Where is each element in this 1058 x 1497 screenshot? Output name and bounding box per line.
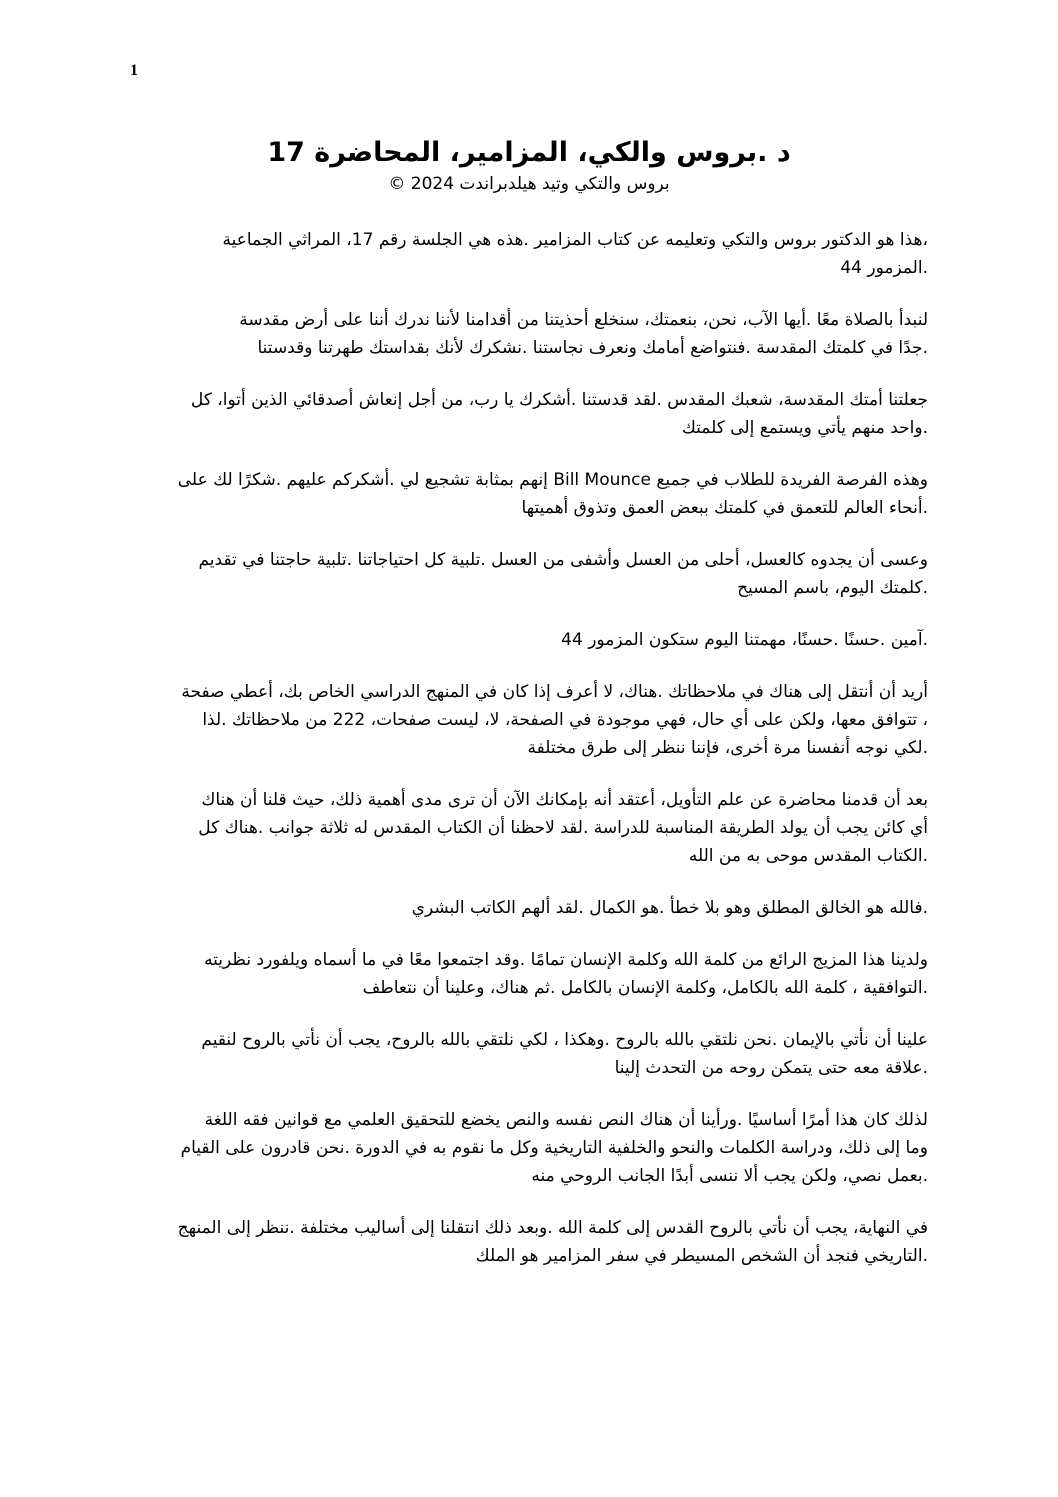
paragraph (130, 386, 928, 442)
paragraph-line: بعد أن قدمنا محاضرة عن علم التأويل، أعتقد أنه بإمكانك الآن أن ترى مدى أهمية ذلك، حيث قلنا أن هناك (201, 790, 928, 810)
paragraph-line: .علاقة معه حتى يتمكن روحه من التحدث إلينا (614, 1058, 928, 1078)
paragraph-line: .أنحاء العالم للتعمق في كلمتك ببعض العمق وتذوق أهميتها (521, 498, 928, 518)
paragraph (130, 306, 928, 362)
paragraph-line: .كلمتك اليوم، باسم المسيح (737, 578, 928, 598)
paragraph-line: لذلك كان هذا أمرًا أساسيًا .ورأينا أن هناك النص نفسه والنص يخضع للتحقيق العلمي مع قوانين فقه اللغة (204, 1110, 928, 1130)
paragraph (130, 1106, 928, 1190)
paragraph-line: .التاريخي فنجد أن الشخص المسيطر في سفر المزامير هو الملك (475, 1246, 928, 1266)
document-header (130, 135, 928, 197)
paragraph (130, 894, 928, 922)
paragraph-line: .الكتاب المقدس موحى به من الله (688, 846, 928, 866)
paragraph-line: وعسى أن يجدوه كالعسل، أحلى من العسل وأشفى من العسل .تلبية كل احتياجاتنا .تلبية حاجتنا في تقديم (198, 550, 928, 570)
document-body (130, 226, 928, 1294)
paragraph-line: لنبدأ بالصلاة معًا .أيها الآب، نحن، بنعمتك، سنخلع أحذيتنا من أقدامنا لأننا ندرك أننا على أرض مقدسة (239, 310, 928, 330)
paragraph-line: .واحد منهم يأتي ويستمع إلى كلمتك (681, 418, 928, 438)
page-title: د .بروس والكي، المزامير، المحاضرة 17 (267, 137, 791, 168)
paragraph-line: وما إلى ذلك، ودراسة الكلمات والنحو والخلفية التاريخية وكل ما نقوم به في الدورة .نحن قادرون على القيام (180, 1138, 928, 1158)
paragraph (130, 226, 928, 282)
page-number: 1 (130, 62, 138, 79)
paragraph (130, 546, 928, 602)
paragraph-line: أي كائن يجب أن يولد الطريقة المناسبة للدراسة .لقد لاحظنا أن الكتاب المقدس له ثلاثة جوانب .هناك كل (198, 818, 928, 838)
paragraph-line: جعلتنا أمتك المقدسة، شعبك المقدس .لقد قدستنا .أشكرك يا رب، من أجل إنعاش أصدقائي الذين أتوا، كل (190, 390, 928, 410)
paragraph (130, 946, 928, 1002)
paragraph-line: في النهاية، يجب أن نأتي بالروح القدس إلى كلمة الله .وبعد ذلك انتقلنا إلى أساليب مختلفة .ننظر إلى المنهج (177, 1218, 928, 1238)
page-subtitle: بروس والتكي وتيد هيلدبراندت 2024 © (388, 174, 670, 194)
paragraph-line: وهذه الفرصة الفريدة للطلاب في جميع Bill Mounce إنهم بمثابة تشجيع لي .أشكركم عليهم .شكرًا لك على (177, 470, 928, 490)
paragraph-line: .لكي نوجه أنفسنا مرة أخرى، فإننا ننظر إلى طرق مختلفة (527, 738, 928, 758)
paragraph (130, 1026, 928, 1082)
paragraph-line: ،هذا هو الدكتور بروس والتكي وتعليمه عن كتاب المزامير .هذه هي الجلسة رقم 17، المراثي الجماعية (222, 230, 928, 250)
paragraph (130, 678, 928, 762)
paragraph-line: .التوافقية ، كلمة الله بالكامل، وكلمة الإنسان بالكامل .ثم هناك، وعلينا أن نتعاطف (362, 978, 928, 998)
paragraph-line: .بعمل نصي، ولكن يجب ألا ننسى أبدًا الجانب الروحي منه (531, 1166, 928, 1186)
paragraph-line: ، تتوافق معها، ولكن على أي حال، فهي موجودة في الصفحة، لا، ليست صفحات، 222 من ملاحظاتك .لذا (202, 710, 928, 730)
paragraph-line: .المزمور 44 (840, 258, 928, 278)
paragraph (130, 1214, 928, 1270)
paragraph-line: ولدينا هذا المزيج الرائع من كلمة الله وكلمة الإنسان تمامًا .وقد اجتمعوا معًا في ما أسماه ويلفورد نظريته (204, 950, 928, 970)
paragraph (130, 466, 928, 522)
paragraph-line: .فالله هو الخالق المطلق وهو بلا خطأ .هو الكمال .لقد ألهم الكاتب البشري (411, 898, 928, 918)
paragraph-line: .آمين .حسنًا .حسنًا، مهمتنا اليوم ستكون المزمور 44 (561, 630, 928, 650)
paragraph-line: علينا أن نأتي بالإيمان .نحن نلتقي بالله بالروح .وهكذا ، لكي نلتقي بالله بالروح، يجب أن نأتي بالروح لنقيم (201, 1030, 928, 1050)
paragraph (130, 626, 928, 654)
paragraph-line: .جدًا في كلمتك المقدسة .فنتواضع أمامك ونعرف نجاستنا .نشكرك لأنك بقداستك طهرتنا وقدستنا (257, 338, 928, 358)
paragraph-line: أريد أن أنتقل إلى هناك في ملاحظاتك .هناك، لا أعرف إذا كان في المنهج الدراسي الخاص بك، أعطي صفحة (181, 682, 928, 702)
paragraph (130, 786, 928, 870)
